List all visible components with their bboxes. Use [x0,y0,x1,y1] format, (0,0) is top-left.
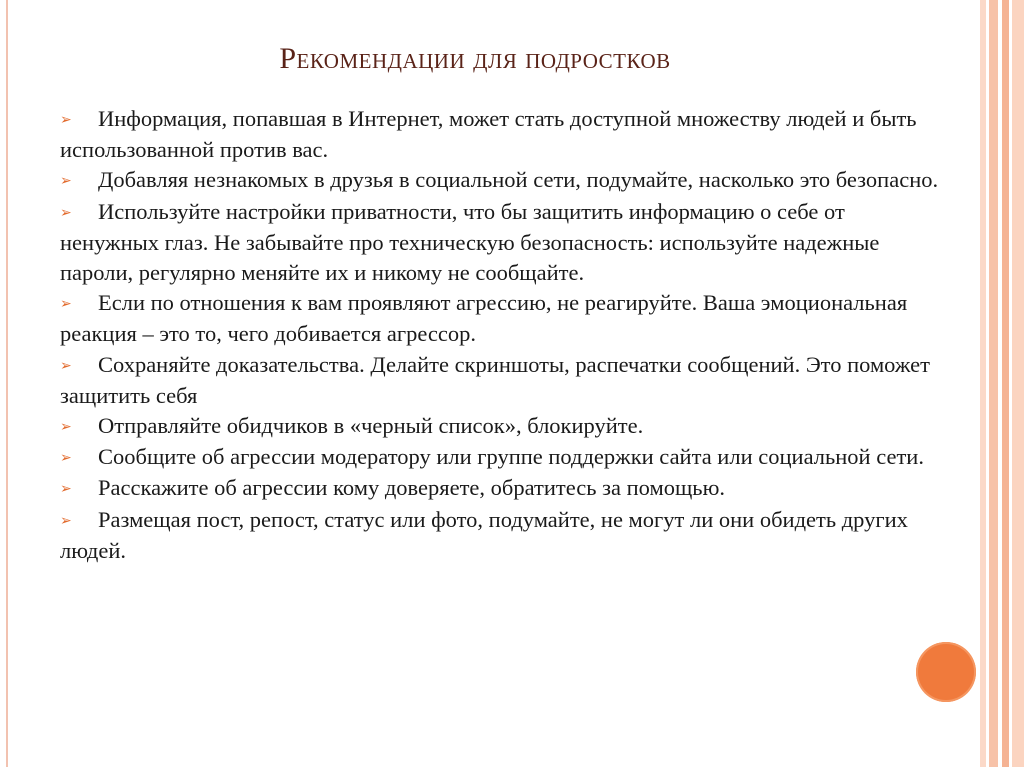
slide-title: Рекомендации для подростков [279,42,671,75]
list-item [60,104,940,165]
stripe [1012,0,1024,767]
list-item [60,442,940,473]
arrow-bullet-icon: ➢ [60,419,72,436]
list-item-text: Отправляйте обидчиков в «черный список», блокируйте. [98,413,644,439]
list-item [60,288,940,349]
list-item-text: Сохраняйте доказательства. Делайте скриншоты, распечатки сообщений. Это поможет защитить себя [60,351,930,408]
arrow-bullet-icon: ➢ [60,204,72,221]
left-decorative-rule [6,0,8,767]
arrow-bullet-icon: ➢ [60,450,72,467]
arrow-bullet-icon: ➢ [60,357,72,374]
list-item [60,473,940,504]
arrow-bullet-icon: ➢ [60,512,72,529]
list-item [60,165,940,196]
list-item [60,505,940,566]
list-item-text: Добавляя незнакомых в друзья в социальной сети, подумайте, насколько это безопасно. [98,167,939,193]
arrow-bullet-icon: ➢ [60,296,72,313]
list-item [60,350,940,411]
list-item [60,411,940,442]
list-item-text: Используйте настройки приватности, что бы защитить информацию о себе от ненужных глаз. Не забывайте про техническую безопасность: используйте надежные пароли, регулярно меняйте их и никому не сообщайте. [60,198,880,286]
list-item-text: Если по отношения к вам проявляют агрессию, не реагируйте. Ваша эмоциональная реакция – это то, чего добивается агрессор. [60,290,908,347]
arrow-bullet-icon: ➢ [60,173,72,190]
arrow-bullet-icon: ➢ [60,112,72,128]
arrow-bullet-icon: ➢ [60,481,72,498]
list-item-text: Размещая пост, репост, статус или фото, подумайте, не могут ли они обидеть других людей. [60,506,908,563]
decorative-circle [916,642,976,702]
list-item-text: Сообщите об агрессии модератору или группе поддержки сайта или социальной сети. [98,444,924,470]
stripe [989,0,998,767]
list-item-text: Расскажите об агрессии кому доверяете, обратитесь за помощью. [98,475,726,501]
stripe [1002,0,1009,767]
recommendations-list [60,104,940,566]
list-item [60,197,940,289]
list-item-text: Информация, попавшая в Интернет, может стать доступной множеству людей и быть использованной против вас. [60,106,917,163]
right-decorative-stripes [980,0,1024,767]
